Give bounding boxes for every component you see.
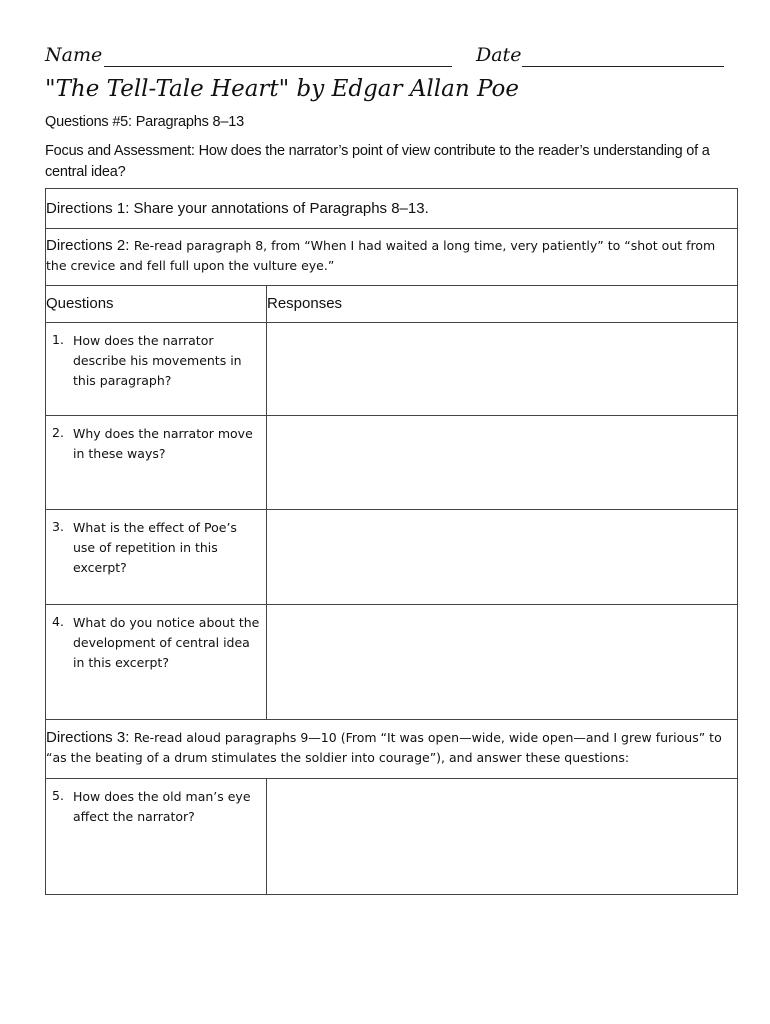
question-text: Why does the narrator move in these ways? bbox=[73, 426, 253, 461]
question-text: What do you notice about the development of central idea in this excerpt? bbox=[73, 615, 260, 670]
question-number: 1. bbox=[52, 332, 64, 347]
section-subtitle: Questions #5: Paragraphs 8–13 bbox=[45, 114, 244, 130]
directions-3-cell bbox=[46, 720, 738, 779]
question-text: How does the old man’s eye affect the narrator? bbox=[73, 789, 251, 824]
directions-3-label: Directions 3: bbox=[46, 729, 130, 746]
question-number: 4. bbox=[52, 614, 64, 629]
question-row bbox=[46, 779, 738, 895]
name-line[interactable] bbox=[104, 66, 452, 67]
question-cell bbox=[46, 605, 267, 720]
question-text: What is the effect of Poe’s use of repetition in this excerpt? bbox=[73, 520, 237, 575]
focus-question: Focus and Assessment: How does the narrator’s point of view contribute to the reader’s understanding of a central idea? bbox=[45, 143, 710, 180]
question-row bbox=[46, 605, 738, 720]
response-cell[interactable] bbox=[267, 779, 738, 895]
question-row bbox=[46, 510, 738, 605]
date-label: Date bbox=[476, 44, 522, 66]
question-number: 5. bbox=[52, 788, 64, 803]
directions-2-label: Directions 2: bbox=[46, 237, 130, 254]
question-cell bbox=[46, 416, 267, 510]
response-cell[interactable] bbox=[267, 605, 738, 720]
question-row bbox=[46, 416, 738, 510]
date-line[interactable] bbox=[522, 66, 724, 67]
question-text: How does the narrator describe his movements in this paragraph? bbox=[73, 333, 242, 388]
directions-2-cell bbox=[46, 229, 738, 286]
question-row bbox=[46, 323, 738, 416]
question-cell bbox=[46, 779, 267, 895]
questions-header-label: Questions bbox=[46, 295, 114, 312]
responses-header-label: Responses bbox=[267, 295, 343, 312]
response-cell[interactable] bbox=[267, 416, 738, 510]
questions-header bbox=[46, 286, 267, 323]
directions-1: Directions 1: Share your annotations of Paragraphs 8–13. bbox=[46, 199, 429, 217]
question-number: 2. bbox=[52, 425, 64, 440]
responses-header bbox=[267, 286, 738, 323]
question-number: 3. bbox=[52, 519, 64, 534]
worksheet-table bbox=[45, 188, 738, 895]
name-label: Name bbox=[45, 44, 103, 66]
response-cell[interactable] bbox=[267, 510, 738, 605]
directions-3-text: Re-read aloud paragraphs 9—10 (From “It was open—wide, wide open—and I grew furious” to “as the beating of a drum stimulates the soldier into courage”), and answer these questions: bbox=[46, 730, 722, 765]
question-cell bbox=[46, 323, 267, 416]
directions-1-cell bbox=[46, 189, 738, 229]
page-title: "The Tell-Tale Heart" by Edgar Allan Poe bbox=[45, 76, 519, 102]
directions-2-text: Re-read paragraph 8, from “When I had waited a long time, very patiently” to “shot out from the crevice and fell full upon the vulture eye.” bbox=[46, 238, 716, 273]
question-cell bbox=[46, 510, 267, 605]
response-cell[interactable] bbox=[267, 323, 738, 416]
